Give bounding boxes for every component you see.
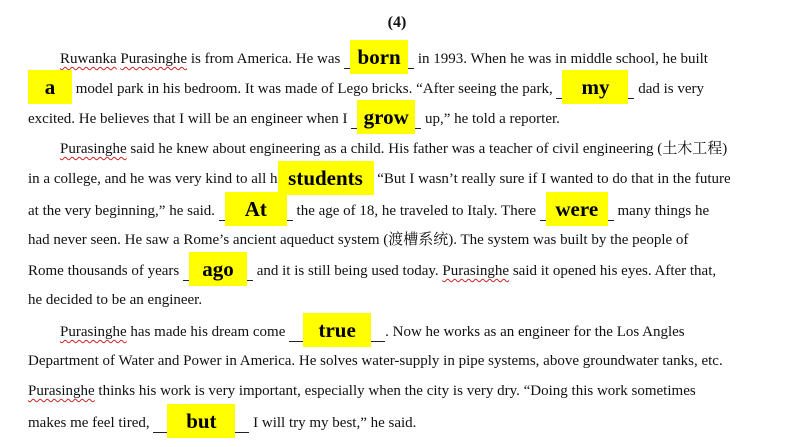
text: “But I wasn’t really sure if I wanted to do that in the future: [373, 171, 731, 187]
passage-line-10: [60, 318, 768, 342]
text: has made his dream come: [126, 324, 290, 340]
name-first: Ruwanka: [60, 51, 117, 67]
passage-line-8: [28, 257, 768, 281]
answer-were: were: [546, 192, 608, 226]
blank-8[interactable]: [183, 257, 253, 281]
text: up,” he told a reporter.: [421, 111, 560, 127]
passage-line-6: [28, 197, 768, 221]
blank-2[interactable]: [28, 75, 72, 99]
text: in a college, and he was very kind to all h: [28, 171, 278, 187]
answer-grow: grow: [357, 100, 415, 134]
text: is from America. He was: [187, 51, 345, 67]
blank-4[interactable]: [351, 105, 421, 129]
blank-1[interactable]: [344, 45, 414, 69]
text: dad is very: [634, 81, 705, 97]
text: many things he: [613, 203, 710, 219]
text: said he knew about engineering as a child. His father was a teacher of civil engineering (土木工程): [126, 141, 728, 157]
text: the age of 18, he traveled to Italy. There: [292, 203, 540, 219]
text: said it opened his eyes. After that,: [509, 263, 717, 279]
passage-line-7: had never seen. He saw a Rome’s ancient aqueduct system (渡槽系统). The system was built by the people of: [28, 232, 689, 248]
blank-5[interactable]: [278, 166, 374, 190]
passage-line-4: [60, 139, 768, 159]
passage-line-5: [28, 166, 768, 190]
text: Rome thousands of years: [28, 263, 183, 279]
name-last: Purasinghe: [120, 51, 188, 67]
answer-my: my: [562, 70, 628, 104]
text: excited. He believes that I will be an engineer when I: [28, 111, 352, 127]
blank-10[interactable]: [153, 409, 249, 433]
answer-a: a: [28, 70, 72, 104]
name: Purasinghe: [442, 263, 510, 279]
passage-number: (4): [387, 14, 407, 31]
passage-line-2: [28, 75, 768, 99]
name: Purasinghe: [60, 324, 127, 340]
text: and it is still being used today.: [252, 263, 443, 279]
answer-true: true: [303, 313, 371, 347]
passage-line-12: [28, 381, 768, 401]
answer-students: students: [278, 161, 374, 195]
text: model park in his bedroom. It was made of Lego bricks. “After seeing the park,: [72, 81, 553, 97]
text: in 1993. When he was in middle school, he built: [414, 51, 708, 67]
passage-line-3: [28, 105, 768, 129]
passage-line-11: Department of Water and Power in America. He solves water-supply in pipe systems, above groundwater tanks, etc.: [28, 353, 723, 369]
answer-at: At: [225, 192, 287, 226]
text: makes me feel tired,: [28, 415, 154, 431]
answer-born: born: [350, 40, 408, 74]
passage-line-13: [28, 409, 768, 433]
text: I will try my best,” he said.: [249, 415, 417, 431]
text: at the very beginning,” he said.: [28, 203, 219, 219]
blank-3[interactable]: [556, 75, 634, 99]
answer-but: but: [167, 404, 235, 438]
blank-9[interactable]: [289, 318, 385, 342]
blank-6[interactable]: [219, 197, 293, 221]
answer-ago: ago: [189, 252, 247, 286]
text: . Now he works as an engineer for the Los Angles: [385, 324, 685, 340]
blank-7[interactable]: [540, 197, 614, 221]
name: Purasinghe: [28, 383, 95, 399]
name: Purasinghe: [60, 141, 127, 157]
passage-line-9: he decided to be an engineer.: [28, 292, 203, 308]
passage-line-1: [60, 45, 768, 69]
text: thinks his work is very important, especially when the city is very dry. “Doing this work sometimes: [94, 383, 696, 399]
